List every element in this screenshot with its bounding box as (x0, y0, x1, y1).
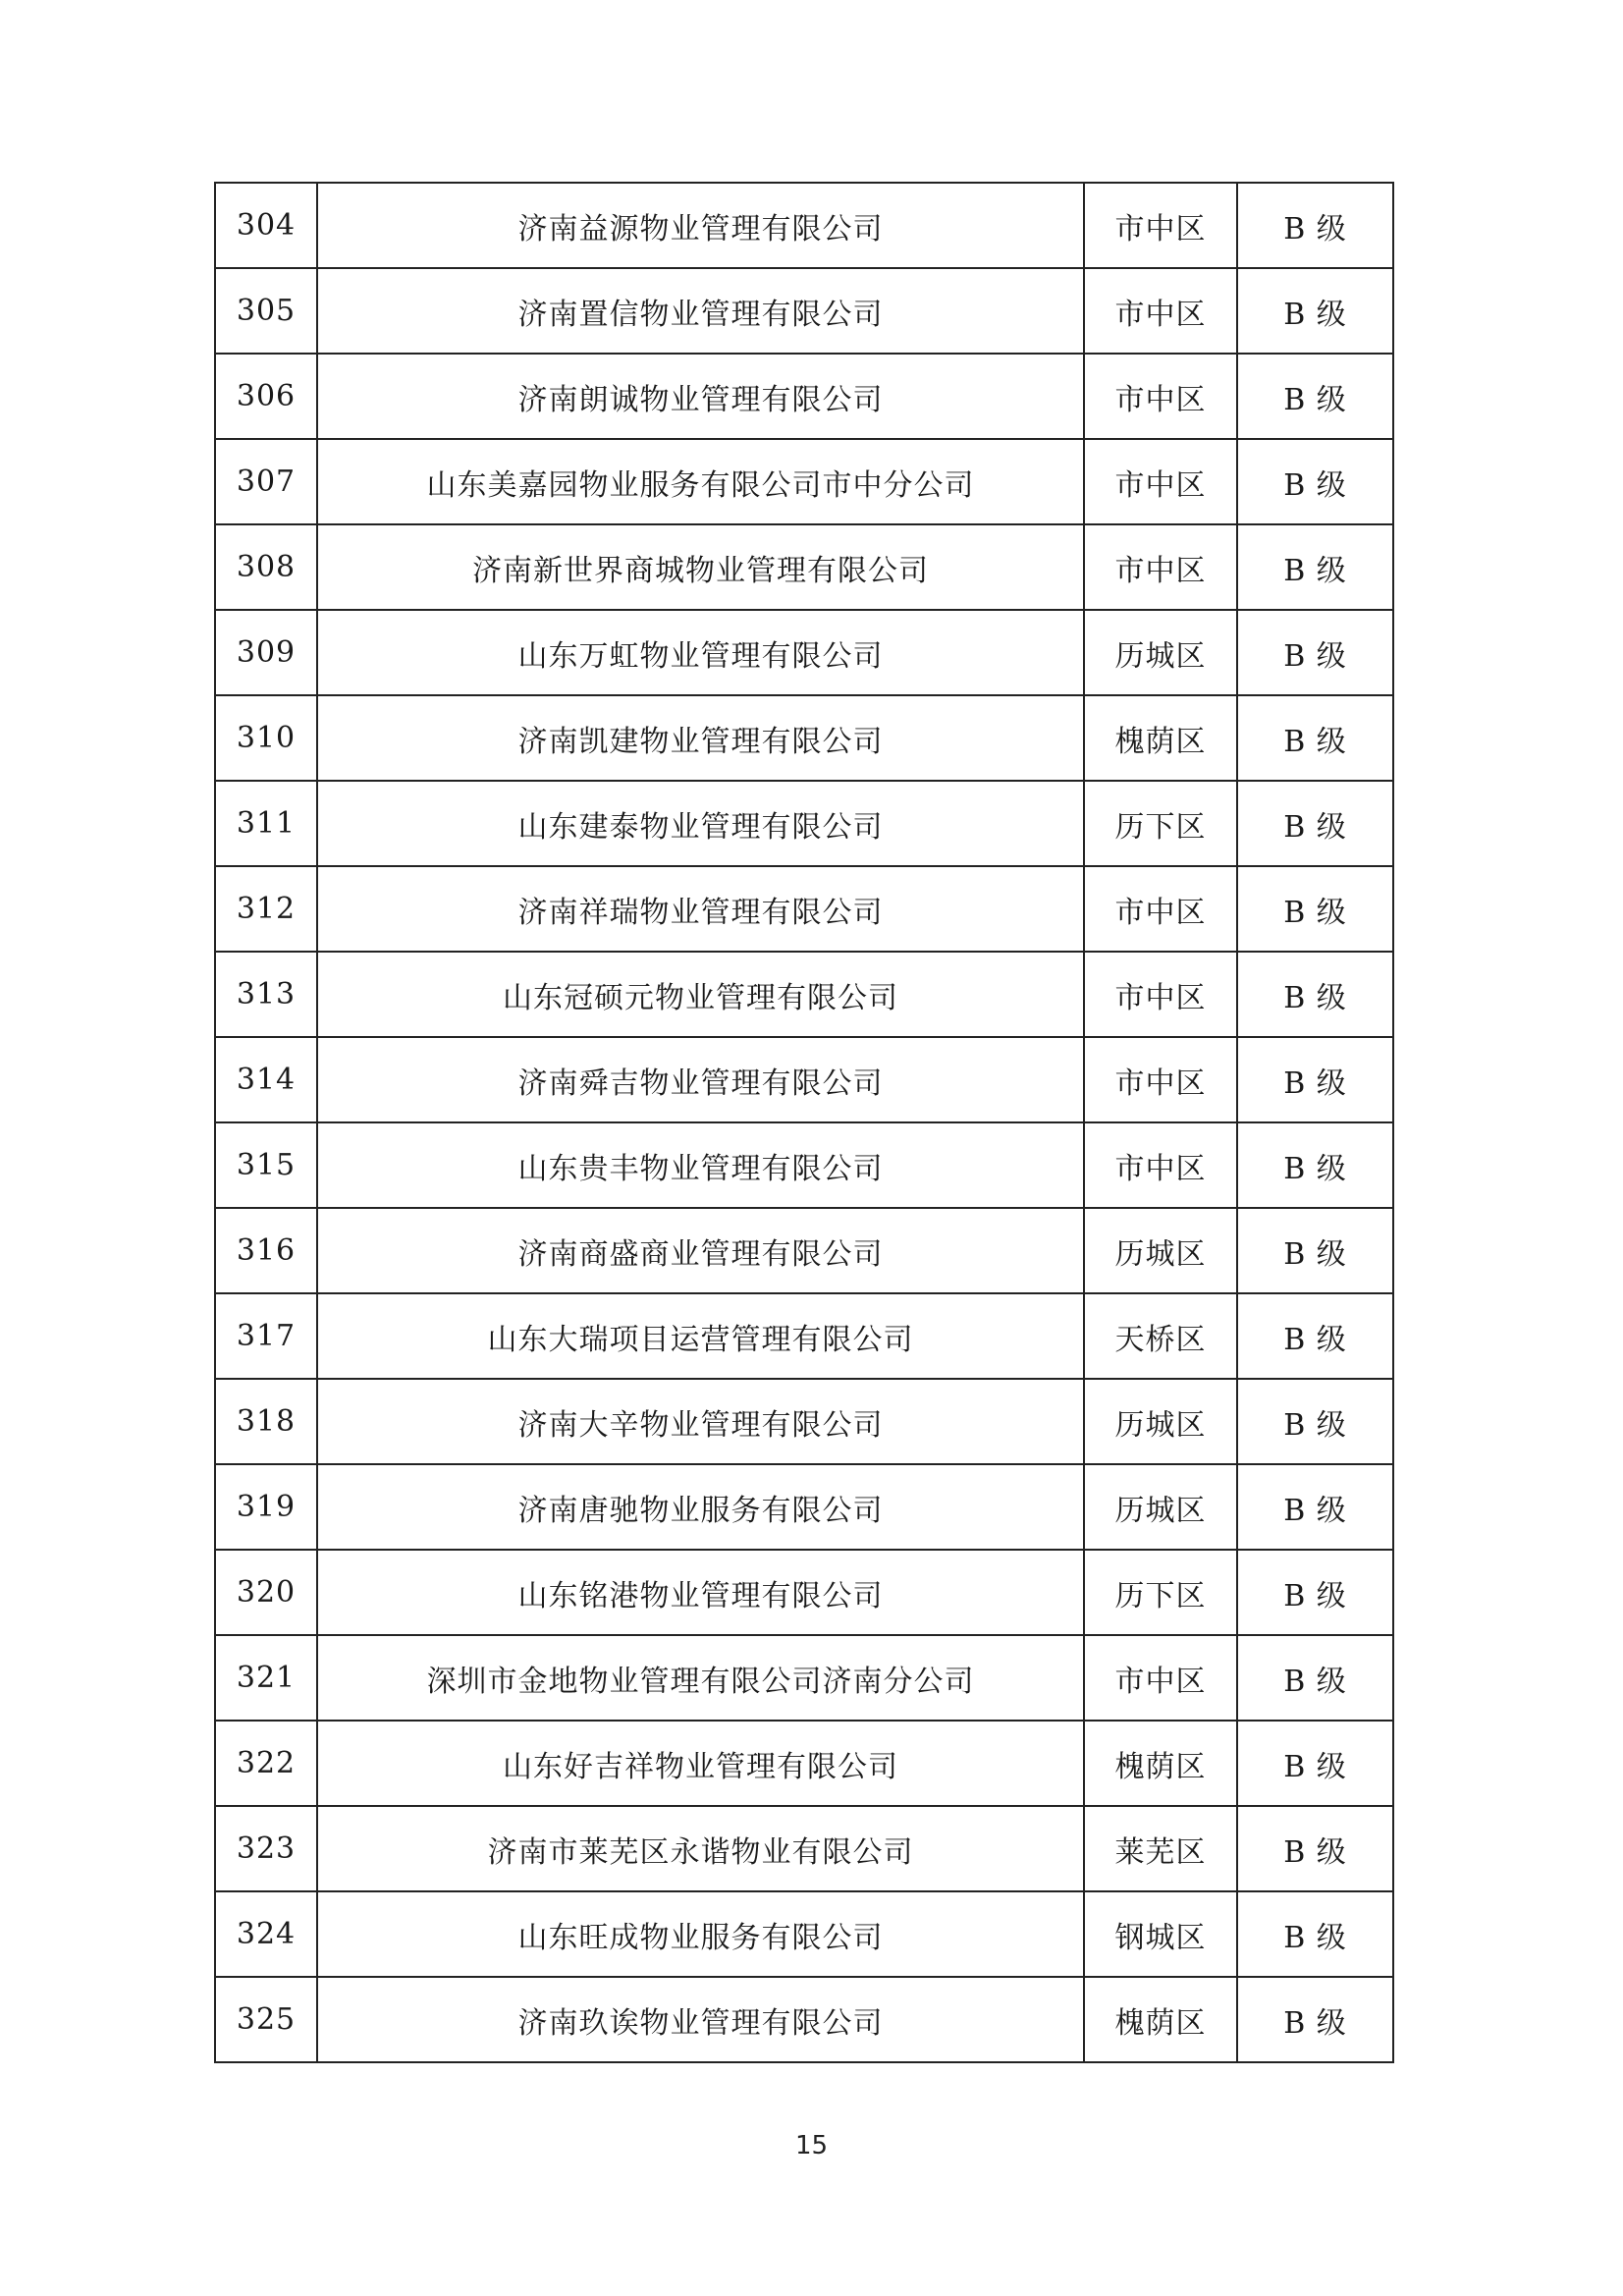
company-name: 济南舜吉物业管理有限公司 (317, 1037, 1084, 1122)
table-row (215, 268, 1393, 354)
row-number: 316 (215, 1208, 317, 1293)
company-name: 山东好吉祥物业管理有限公司 (317, 1721, 1084, 1806)
row-number: 322 (215, 1721, 317, 1806)
row-number: 321 (215, 1635, 317, 1721)
row-number: 312 (215, 866, 317, 952)
district: 历城区 (1084, 1208, 1237, 1293)
grade: B 级 (1237, 1806, 1393, 1891)
grade: B 级 (1237, 866, 1393, 952)
district: 槐荫区 (1084, 1977, 1237, 2062)
company-name: 济南新世界商城物业管理有限公司 (317, 524, 1084, 610)
grade: B 级 (1237, 952, 1393, 1037)
table-row (215, 1293, 1393, 1379)
table-row (215, 1464, 1393, 1550)
row-number: 318 (215, 1379, 317, 1464)
row-number: 304 (215, 183, 317, 268)
page-number: 15 (794, 2131, 829, 2160)
table-row (215, 781, 1393, 866)
district: 市中区 (1084, 439, 1237, 524)
grade: B 级 (1237, 1635, 1393, 1721)
grade: B 级 (1237, 781, 1393, 866)
district: 莱芜区 (1084, 1806, 1237, 1891)
row-number: 317 (215, 1293, 317, 1379)
district: 历城区 (1084, 610, 1237, 695)
table-body (215, 183, 1393, 2062)
table-row (215, 1037, 1393, 1122)
district: 槐荫区 (1084, 695, 1237, 781)
grade: B 级 (1237, 1464, 1393, 1550)
table-row (215, 183, 1393, 268)
district: 市中区 (1084, 524, 1237, 610)
district: 槐荫区 (1084, 1721, 1237, 1806)
grade: B 级 (1237, 1208, 1393, 1293)
company-name: 济南玖诶物业管理有限公司 (317, 1977, 1084, 2062)
district: 钢城区 (1084, 1891, 1237, 1977)
table-row (215, 1122, 1393, 1208)
row-number: 320 (215, 1550, 317, 1635)
table-row (215, 1721, 1393, 1806)
company-name: 山东铭港物业管理有限公司 (317, 1550, 1084, 1635)
row-number: 314 (215, 1037, 317, 1122)
table-row (215, 952, 1393, 1037)
grade: B 级 (1237, 1293, 1393, 1379)
grade: B 级 (1237, 439, 1393, 524)
company-name: 济南大辛物业管理有限公司 (317, 1379, 1084, 1464)
grade: B 级 (1237, 695, 1393, 781)
company-name: 济南商盛商业管理有限公司 (317, 1208, 1084, 1293)
table-row (215, 1550, 1393, 1635)
row-number: 325 (215, 1977, 317, 2062)
district: 历城区 (1084, 1379, 1237, 1464)
grade: B 级 (1237, 183, 1393, 268)
company-name: 济南祥瑞物业管理有限公司 (317, 866, 1084, 952)
table-row (215, 866, 1393, 952)
row-number: 307 (215, 439, 317, 524)
row-number: 305 (215, 268, 317, 354)
district: 市中区 (1084, 183, 1237, 268)
property-grade-table (214, 182, 1394, 2063)
row-number: 309 (215, 610, 317, 695)
district: 市中区 (1084, 1037, 1237, 1122)
district: 市中区 (1084, 1635, 1237, 1721)
district: 历下区 (1084, 1550, 1237, 1635)
company-name: 山东美嘉园物业服务有限公司市中分公司 (317, 439, 1084, 524)
company-name: 山东旺成物业服务有限公司 (317, 1891, 1084, 1977)
grade: B 级 (1237, 1122, 1393, 1208)
company-name: 济南凯建物业管理有限公司 (317, 695, 1084, 781)
row-number: 319 (215, 1464, 317, 1550)
company-name: 山东大瑞项目运营管理有限公司 (317, 1293, 1084, 1379)
grade: B 级 (1237, 1379, 1393, 1464)
grade: B 级 (1237, 1721, 1393, 1806)
table-row (215, 439, 1393, 524)
row-number: 323 (215, 1806, 317, 1891)
grade: B 级 (1237, 1037, 1393, 1122)
company-name: 济南置信物业管理有限公司 (317, 268, 1084, 354)
row-number: 311 (215, 781, 317, 866)
table-row (215, 1806, 1393, 1891)
table-row (215, 1635, 1393, 1721)
grade: B 级 (1237, 1550, 1393, 1635)
table-row (215, 695, 1393, 781)
company-name: 山东冠硕元物业管理有限公司 (317, 952, 1084, 1037)
table-row (215, 1379, 1393, 1464)
table-row (215, 610, 1393, 695)
company-name: 济南朗诚物业管理有限公司 (317, 354, 1084, 439)
grade: B 级 (1237, 268, 1393, 354)
table-row (215, 354, 1393, 439)
row-number: 310 (215, 695, 317, 781)
grade: B 级 (1237, 1891, 1393, 1977)
district: 历下区 (1084, 781, 1237, 866)
row-number: 306 (215, 354, 317, 439)
district: 天桥区 (1084, 1293, 1237, 1379)
grade: B 级 (1237, 610, 1393, 695)
company-name: 山东建泰物业管理有限公司 (317, 781, 1084, 866)
district: 市中区 (1084, 354, 1237, 439)
district: 市中区 (1084, 952, 1237, 1037)
table-row (215, 1977, 1393, 2062)
company-name: 深圳市金地物业管理有限公司济南分公司 (317, 1635, 1084, 1721)
company-name: 济南唐驰物业服务有限公司 (317, 1464, 1084, 1550)
company-name: 济南市莱芜区永谐物业有限公司 (317, 1806, 1084, 1891)
district: 市中区 (1084, 1122, 1237, 1208)
grade: B 级 (1237, 1977, 1393, 2062)
row-number: 315 (215, 1122, 317, 1208)
table-row (215, 1208, 1393, 1293)
grade: B 级 (1237, 524, 1393, 610)
table-row (215, 1891, 1393, 1977)
district: 市中区 (1084, 268, 1237, 354)
row-number: 308 (215, 524, 317, 610)
company-name: 济南益源物业管理有限公司 (317, 183, 1084, 268)
company-name: 山东万虹物业管理有限公司 (317, 610, 1084, 695)
district: 市中区 (1084, 866, 1237, 952)
row-number: 313 (215, 952, 317, 1037)
grade: B 级 (1237, 354, 1393, 439)
table-row (215, 524, 1393, 610)
company-name: 山东贵丰物业管理有限公司 (317, 1122, 1084, 1208)
district: 历城区 (1084, 1464, 1237, 1550)
row-number: 324 (215, 1891, 317, 1977)
